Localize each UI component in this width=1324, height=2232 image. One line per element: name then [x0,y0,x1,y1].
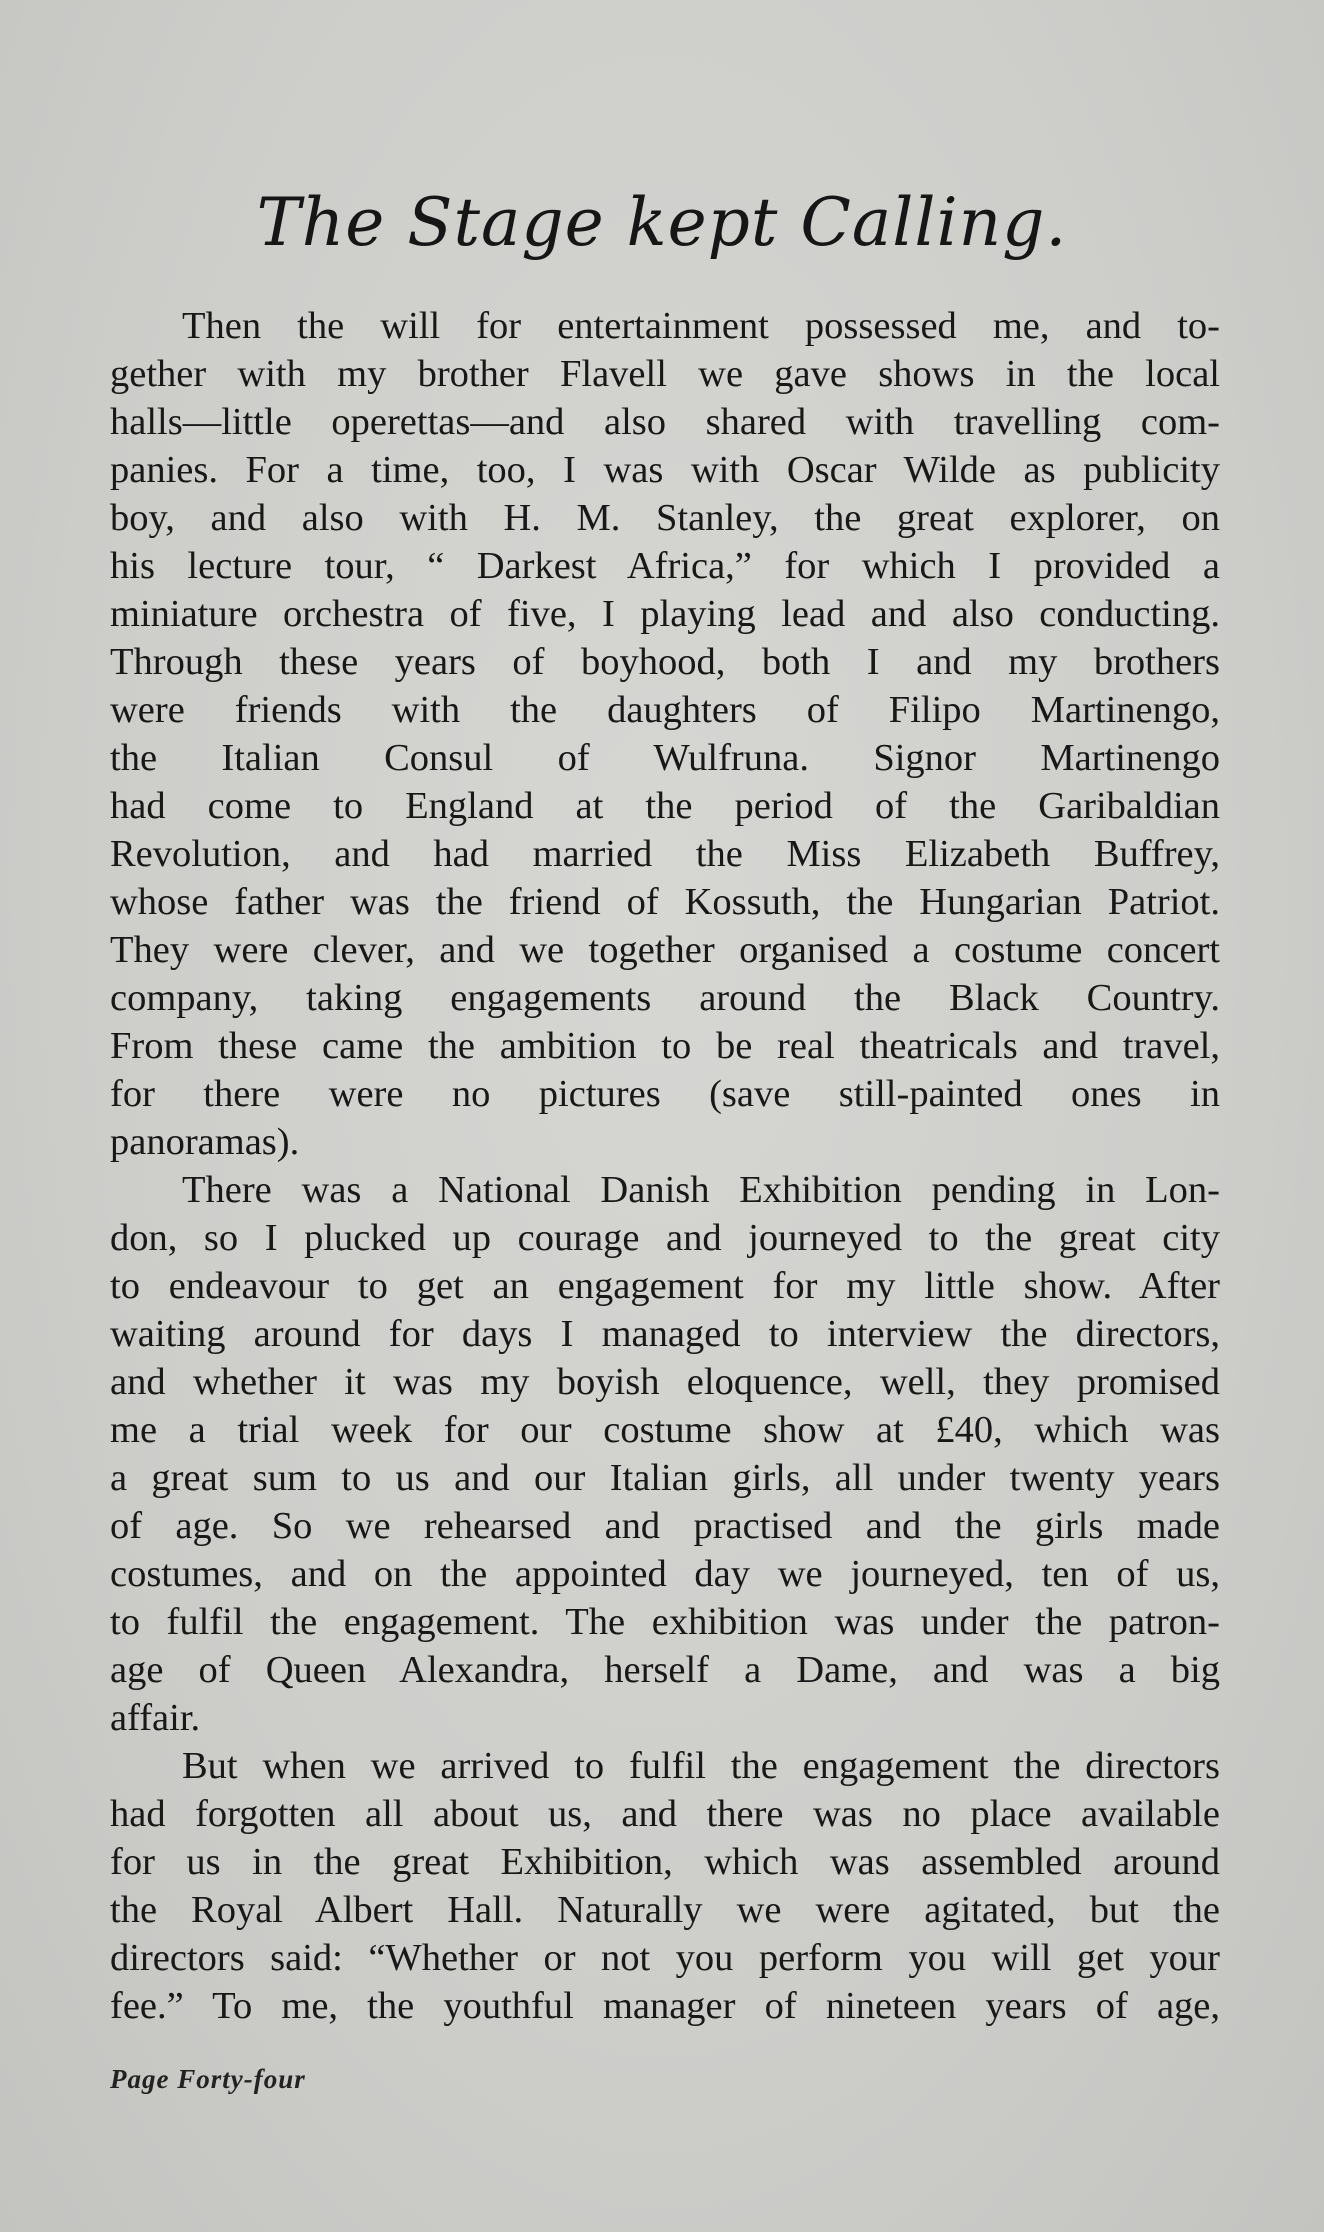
text-line: of age. So we rehearsed and practised and the girls made [110,1505,1220,1547]
text-line: and whether it was my boyish eloquence, well, they promised [110,1361,1220,1403]
text-line: his lecture tour, “ Darkest Africa,” for which I provided a [110,545,1220,587]
chapter-title: The Stage kept Calling. [256,184,1068,261]
text-line: directors said: “Whether or not you perform you will get your [110,1937,1220,1979]
page-number: Page Forty-four [110,2064,306,2094]
paragraph [110,1742,1220,2030]
text-line: company, taking engagements around the Black Country. [110,977,1220,1019]
text-line: a great sum to us and our Italian girls, all under twenty years [110,1457,1220,1499]
text-line: the Royal Albert Hall. Naturally we were agitated, but the [110,1889,1220,1931]
text-line: fee.” To me, the youthful manager of nineteen years of age, [110,1985,1220,2027]
text-line: had forgotten all about us, and there was no place available [110,1793,1220,1835]
text-line: There was a National Danish Exhibition pending in Lon- [182,1169,1220,1211]
text-line: affair. [110,1697,201,1739]
text-line: the Italian Consul of Wulfruna. Signor Martinengo [110,737,1220,779]
text-line: whose father was the friend of Kossuth, the Hungarian Patriot. [110,881,1220,923]
text-line: panoramas). [110,1121,300,1163]
text-line: to fulfil the engagement. The exhibition was under the patron- [110,1601,1220,1643]
text-line: for us in the great Exhibition, which was assembled around [110,1841,1220,1883]
text-line: Revolution, and had married the Miss Elizabeth Buffrey, [110,833,1220,875]
text-line: had come to England at the period of the Garibaldian [110,785,1220,827]
text-line: But when we arrived to fulfil the engagement the directors [182,1745,1220,1787]
paragraph [110,1166,1220,1742]
text-line: Then the will for entertainment possessed me, and to- [182,305,1220,347]
text-line: Through these years of boyhood, both I and my brothers [110,641,1220,683]
text-line: gether with my brother Flavell we gave shows in the local [110,353,1220,395]
text-line: boy, and also with H. M. Stanley, the great explorer, on [110,497,1220,539]
text-line: They were clever, and we together organised a costume concert [110,929,1220,971]
text-line: don, so I plucked up courage and journeyed to the great city [110,1217,1220,1259]
text-line: age of Queen Alexandra, herself a Dame, and was a big [110,1649,1220,1691]
text-line: me a trial week for our costume show at £40, which was [110,1409,1220,1451]
text-line: were friends with the daughters of Filipo Martinengo, [110,689,1220,731]
text-line: costumes, and on the appointed day we journeyed, ten of us, [110,1553,1220,1595]
text-line: halls—little operettas—and also shared with travelling com- [110,401,1220,443]
text-line: to endeavour to get an engagement for my little show. After [110,1265,1220,1307]
paragraph [110,302,1220,1166]
text-line: panies. For a time, too, I was with Oscar Wilde as publicity [110,449,1220,491]
text-line: waiting around for days I managed to interview the directors, [110,1313,1220,1355]
text-line: From these came the ambition to be real theatricals and travel, [110,1025,1220,1067]
text-line: miniature orchestra of five, I playing lead and also conducting. [110,593,1220,635]
text-line: for there were no pictures (save still-painted ones in [110,1073,1220,1115]
body-text [110,302,1220,2030]
